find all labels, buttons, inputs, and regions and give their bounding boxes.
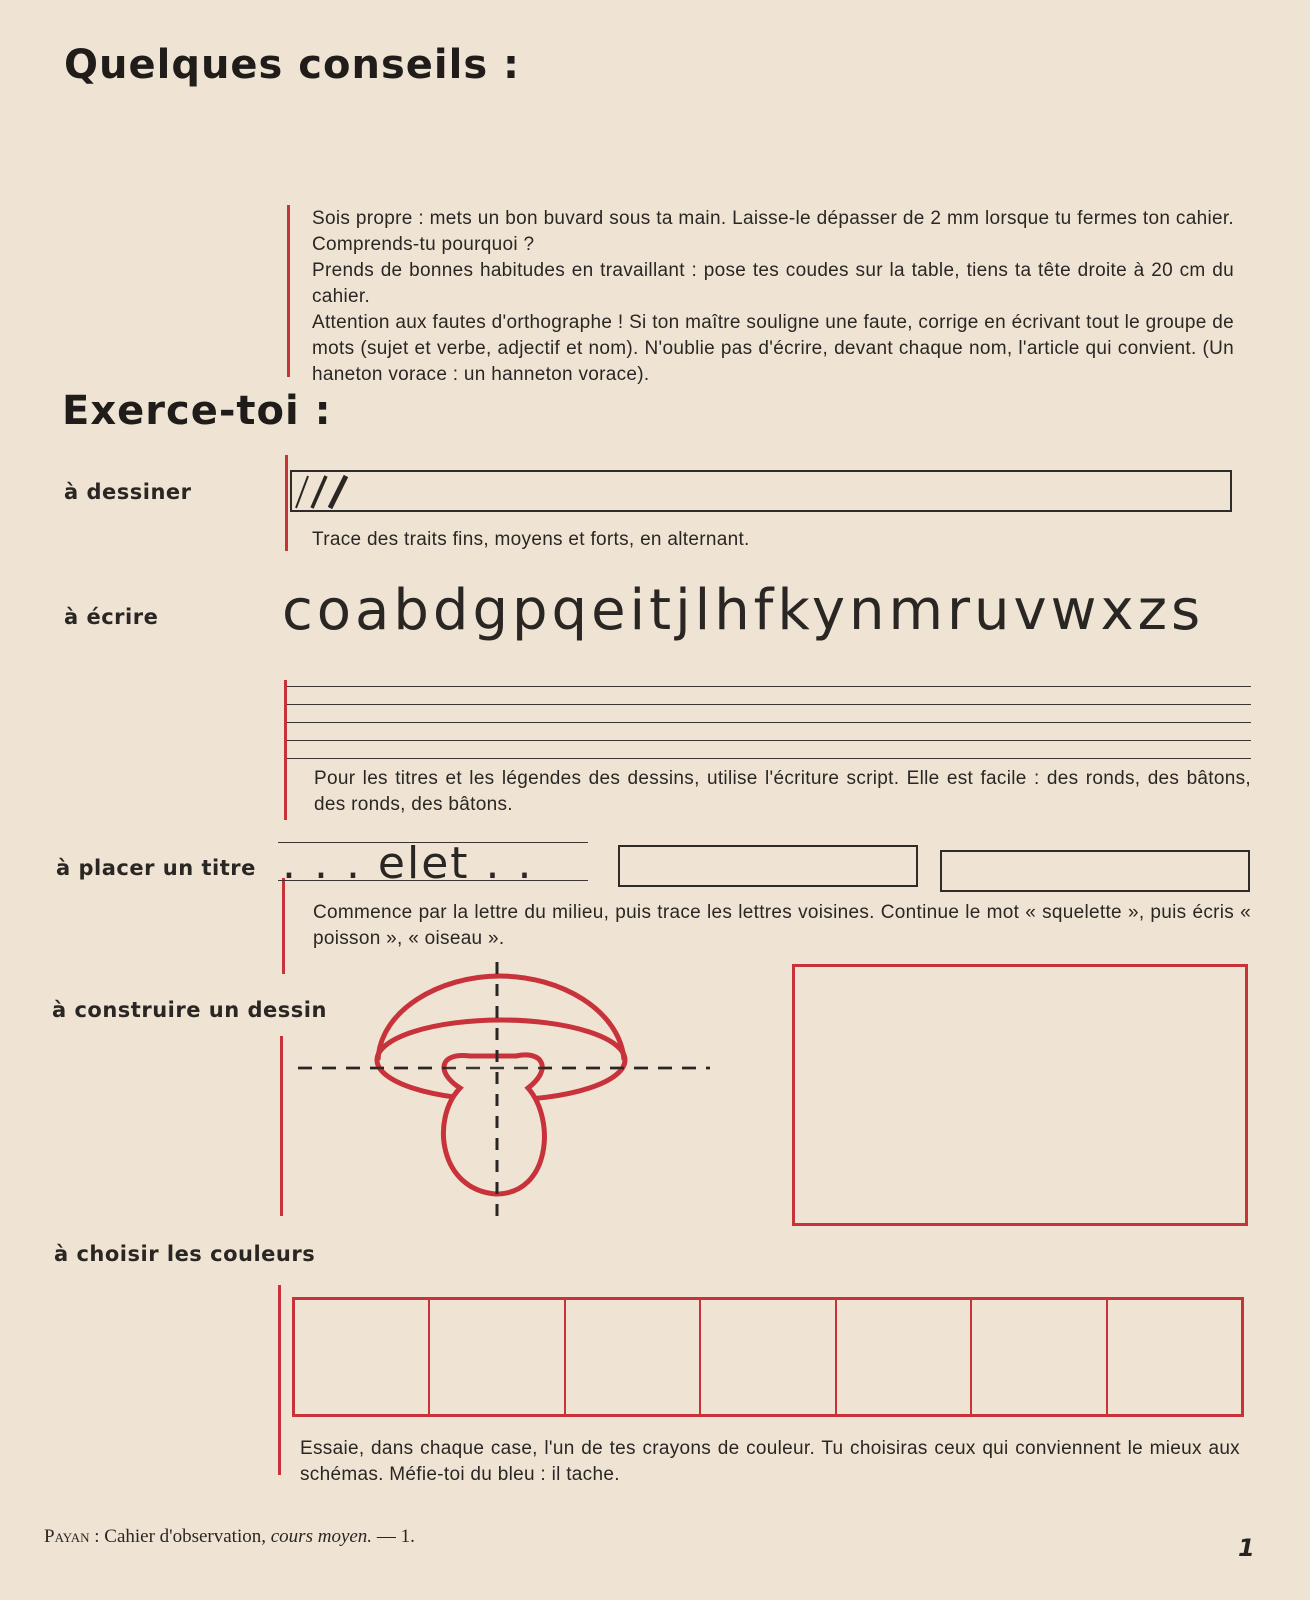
color-cell-2[interactable]: [430, 1300, 565, 1414]
color-cell-1[interactable]: [295, 1300, 430, 1414]
diagonal-strokes-icon: [292, 472, 372, 512]
label-ecrire: à écrire: [64, 605, 159, 629]
writing-line: [287, 704, 1251, 705]
footer-volume: — 1.: [376, 1526, 415, 1547]
writing-line: [287, 740, 1251, 741]
title-box-poisson[interactable]: [940, 850, 1250, 892]
label-titre: à placer un titre: [56, 856, 256, 880]
color-cell-7[interactable]: [1108, 1300, 1241, 1414]
red-margin-bar: [280, 1036, 283, 1216]
conseil-orthographe: Attention aux fautes d'orthographe ! Si ton maître souligne une faute, corrige en écrivant tout le groupe de mots (sujet et verbe, adjectif et nom). N'oublie pas d'écrire, devant chaque nom, l'article qui convient. (Un haneton vorace : un hanneton vorace).: [312, 312, 1234, 385]
script-alphabet: coabdgpqeitjlhfkynmruvwxzs: [282, 578, 1205, 643]
writing-lines[interactable]: [287, 686, 1251, 762]
color-swatch-grid: [292, 1297, 1244, 1417]
label-couleurs: à choisir les couleurs: [54, 1242, 316, 1266]
red-margin-bar: [278, 1285, 281, 1475]
caption-titre: Commence par la lettre du milieu, puis trace les lettres voisines. Continue le mot « squelette », puis écris « poisson », « oiseau ».: [313, 902, 1251, 949]
footer-level: cours moyen.: [270, 1526, 373, 1547]
heading-conseils: Quelques conseils :: [64, 42, 521, 88]
heading-exercice: Exerce-toi :: [62, 388, 332, 434]
caption-ecrire: Pour les titres et les légendes des dessins, utilise l'écriture script. Elle est facile : des ronds, des bâtons, des ronds, des bâtons.: [314, 768, 1251, 815]
label-construire: à construire un dessin: [52, 998, 327, 1022]
color-cell-3[interactable]: [566, 1300, 701, 1414]
footer-author: Payan: [44, 1526, 90, 1547]
red-margin-bar: [282, 878, 285, 974]
drawing-box[interactable]: [792, 964, 1248, 1226]
footer-title: Cahier d'observation,: [104, 1526, 266, 1547]
caption-couleurs: Essaie, dans chaque case, l'un de tes crayons de couleur. Tu choisiras ceux qui conviennent le mieux aux schémas. Méfie-toi du bleu : il tache.: [300, 1438, 1240, 1485]
red-margin-bar: [285, 455, 288, 551]
color-cell-4[interactable]: [701, 1300, 836, 1414]
caption-dessiner: Trace des traits fins, moyens et forts, en alternant.: [312, 529, 750, 550]
title-box-squelette[interactable]: [618, 845, 918, 887]
title-example: . . . elet . .: [282, 838, 534, 889]
label-dessiner: à dessiner: [64, 480, 192, 504]
conseils-block: [312, 206, 1234, 388]
conseil-habitudes: Prends de bonnes habitudes en travaillant : pose tes coudes sur la table, tiens ta tête droite à 20 cm du cahier.: [312, 260, 1234, 307]
writing-line: [287, 758, 1251, 759]
footer-citation: Payan : Cahier d'observation, cours moyen. — 1.: [44, 1526, 415, 1547]
writing-line: [287, 686, 1251, 687]
writing-line: [287, 722, 1251, 723]
conseil-propre: Sois propre : mets un bon buvard sous ta main. Laisse-le dépasser de 2 mm lorsque tu fermes ton cahier. Comprends-tu pourquoi ?: [312, 208, 1234, 255]
stroke-practice-box[interactable]: [290, 470, 1232, 512]
red-margin-bar: [287, 205, 290, 377]
mushroom-icon: [290, 960, 720, 1230]
color-cell-5[interactable]: [837, 1300, 972, 1414]
color-cell-6[interactable]: [972, 1300, 1107, 1414]
page-number: 1: [1238, 1534, 1255, 1562]
